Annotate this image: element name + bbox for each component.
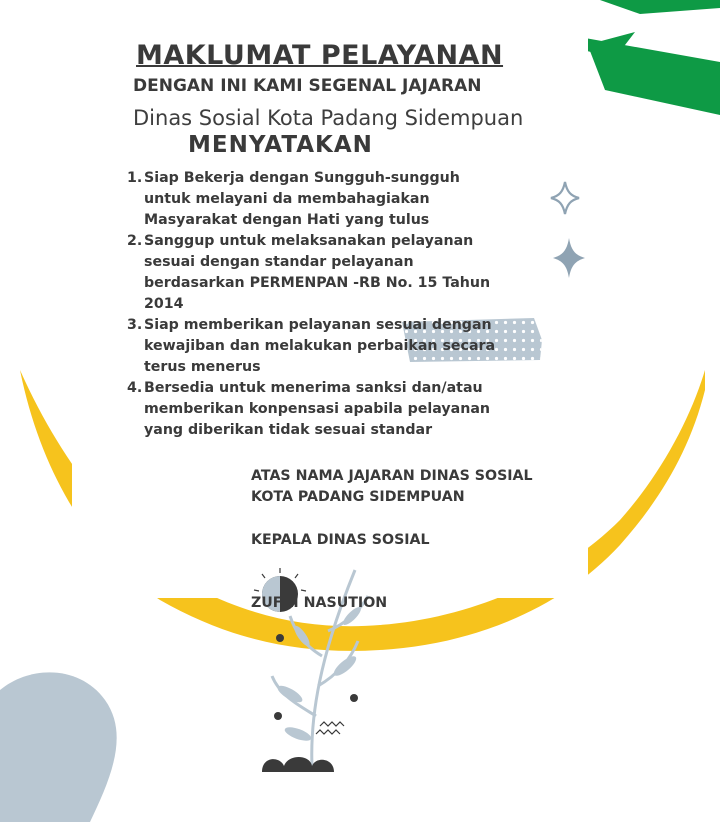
- page-subtitle: DENGAN INI KAMI SEGENAL JAJARAN: [133, 76, 482, 96]
- list-item: [127, 231, 527, 315]
- agency-name: Dinas Sosial Kota Padang Sidempuan: [133, 106, 524, 130]
- list-number: 3.: [127, 317, 143, 333]
- sparkle-icon: [551, 182, 579, 214]
- commitment-list: [127, 168, 527, 441]
- slate-blob-shape: [0, 660, 140, 822]
- list-text: Sanggup untuk melaksanakan pelayanan sesuai dengan standar pelayanan berdasarkan PERMENPAN -RB No. 15 Tahun 2014: [144, 233, 491, 312]
- list-text: Siap memberikan pelayanan sesuai dengan kewajiban dan melakukan perbaikan secara terus menerus: [144, 317, 496, 375]
- list-text: Bersedia untuk menerima sanksi dan/atau memberikan konpensasi apabila pelayanan yang diberikan tidak sesuai standar: [144, 380, 490, 438]
- declaration-heading: MENYATAKAN: [188, 132, 373, 158]
- green-stripe-shape: [575, 20, 720, 130]
- signature-name: ZUFRI NASUTION: [251, 595, 388, 611]
- list-number: 2.: [127, 233, 143, 249]
- sparkle-icons: [545, 178, 595, 288]
- list-item: [127, 315, 527, 378]
- list-number: 1.: [127, 170, 143, 186]
- page-title: MAKLUMAT PELAYANAN: [136, 40, 504, 71]
- list-item: [127, 168, 527, 231]
- signature-on-behalf: ATAS NAMA JAJARAN DINAS SOSIAL KOTA PADANG SIDEMPUAN: [251, 468, 533, 505]
- list-text: Siap Bekerja dengan Sungguh-sungguh untuk melayani da membahagiakan Masyarakat dengan Hati yang tulus: [144, 170, 460, 228]
- signature-position: KEPALA DINAS SOSIAL: [251, 532, 430, 548]
- sparkle-icon: [553, 238, 585, 278]
- list-item: [127, 378, 527, 441]
- list-number: 4.: [127, 380, 143, 396]
